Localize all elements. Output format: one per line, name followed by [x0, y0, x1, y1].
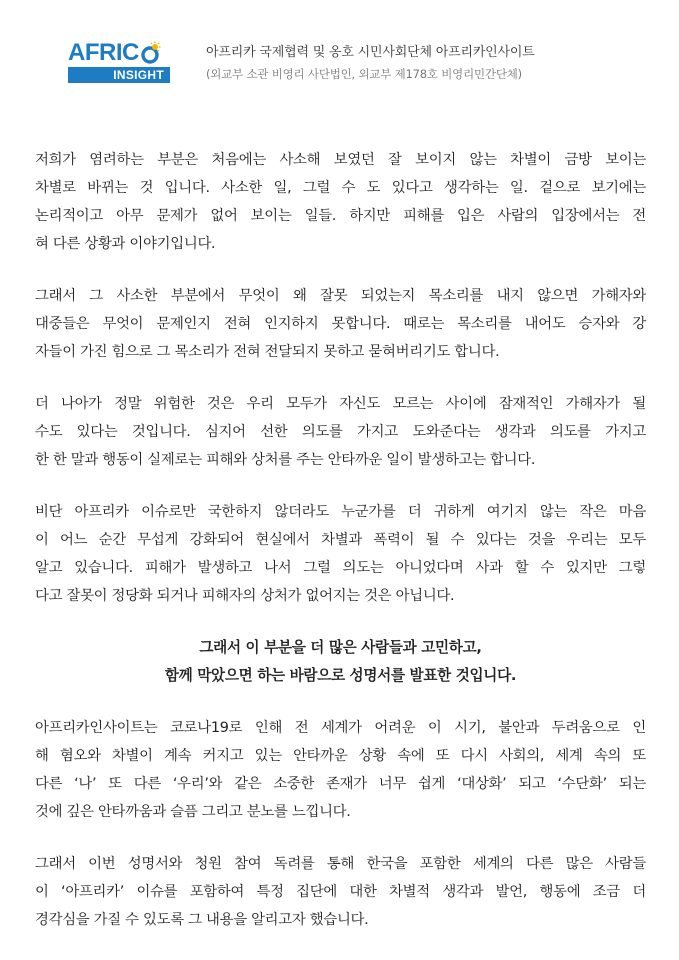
logo-wordmark: AFRIC	[68, 39, 139, 66]
document-body	[35, 146, 646, 958]
paragraph-line: 수도 있다는 것입니다. 심지어 선한 의도를 가지고 도와준다는 생각과 의도를 가지고	[35, 424, 646, 440]
paragraph-line: 한 한 말과 행동이 실제로는 피해와 상처를 주는 안타까운 일이 발생하고는 합니다.	[35, 452, 536, 468]
emphasis-line: 그래서 이 부분을 더 많은 사람들과 고민하고,	[199, 639, 482, 656]
paragraph-line: 차별로 바뀌는 것 입니다. 사소한 일, 그럴 수 도 있다고 생각하는 일. 겉으로 보기에는	[35, 180, 646, 196]
organization-subtitle: (외교부 소관 비영리 사단법인, 외교부 제178호 비영리민간단체)	[206, 67, 522, 81]
paragraph-line: 대중들은 무엇이 문제인지 전혀 인지하지 못합니다. 때로는 목소리를 내어도 승자와 강	[35, 316, 646, 332]
emphasis-statement	[35, 634, 646, 690]
body-paragraph	[35, 146, 646, 258]
body-paragraph	[35, 390, 646, 474]
sun-o-icon	[140, 41, 162, 65]
header	[0, 0, 679, 110]
logo-insight-bar: INSIGHT	[68, 67, 170, 83]
paragraph-line: 더 나아가 정말 위험한 것은 우리 모두가 자신도 모르는 사이에 잠재적인 가해자가 될	[35, 396, 646, 412]
africa-insight-logo	[68, 40, 178, 86]
body-paragraph	[35, 850, 646, 934]
paragraph-line: 저희가 염려하는 부분은 처음에는 사소해 보였던 잘 보이지 않는 차별이 금방 보이는	[35, 152, 646, 168]
paragraph-line: 그래서 그 사소한 부분에서 무엇이 왜 잘못 되었는지 목소리를 내지 않으면 가해자와	[35, 288, 646, 304]
paragraph-line: 알고 있습니다. 피해가 발생하고 나서 그럴 의도는 아니었다며 사과 할 수 있지만 그렇	[35, 560, 646, 576]
paragraph-line: 이 어느 순간 무섭게 강화되어 현실에서 차별과 폭력이 될 수 있다는 것을 우리는 모두	[35, 532, 646, 548]
paragraph-line: 다른 ‘나’ 또 다른 ‘우리’와 같은 소중한 존재가 너무 쉽게 ‘대상화’ 되고 ‘수단화’ 되는	[35, 776, 646, 792]
paragraph-line: 그래서 이번 성명서와 청원 참여 독려를 통해 한국을 포함한 세계의 다른 많은 사람들	[35, 856, 646, 872]
emphasis-line: 함께 막았으면 하는 바람으로 성명서를 발표한 것입니다.	[164, 667, 517, 684]
body-paragraph	[35, 498, 646, 610]
paragraph-line: 논리적이고 아무 문제가 없어 보이는 일들. 하지만 피해를 입은 사람의 입장에서는 전	[35, 208, 646, 224]
paragraph-line: 자들이 가진 힘으로 그 목소리가 전혀 전달되지 못하고 묻혀버리기도 합니다.	[35, 344, 500, 360]
organization-title: 아프리카 국제협력 및 옹호 시민사회단체 아프리카인사이트	[206, 45, 535, 60]
paragraph-line: 해 혐오와 차별이 계속 커지고 있는 안타까운 상황 속에 또 다시 사회의, 세계 속의 또	[35, 748, 646, 764]
paragraph-line: 혀 다른 상황과 이야기입니다.	[35, 236, 216, 252]
paragraph-line: 이 ‘아프리카’ 이슈를 포함하여 특정 집단에 대한 차별적 생각과 발언, 행동에 조금 더	[35, 884, 646, 900]
body-paragraph	[35, 282, 646, 366]
paragraph-line: 경각심을 가질 수 있도록 그 내용을 알리고자 했습니다.	[35, 912, 369, 928]
paragraph-line: 다고 잘못이 정당화 되거나 피해자의 상처가 없어지는 것은 아닙니다.	[35, 588, 455, 604]
paragraph-line: 비단 아프리카 이슈로만 국한하지 않더라도 누군가를 더 귀하게 여기지 않는 작은 마음	[35, 504, 646, 520]
paragraph-line: 아프리카인사이트는 코로나19로 인해 전 세계가 어려운 이 시기, 불안과 두려움으로 인	[35, 720, 646, 736]
paragraph-line: 것에 깊은 안타까움과 슬픔 그리고 분노를 느낍니다.	[35, 804, 351, 820]
body-paragraph	[35, 714, 646, 826]
